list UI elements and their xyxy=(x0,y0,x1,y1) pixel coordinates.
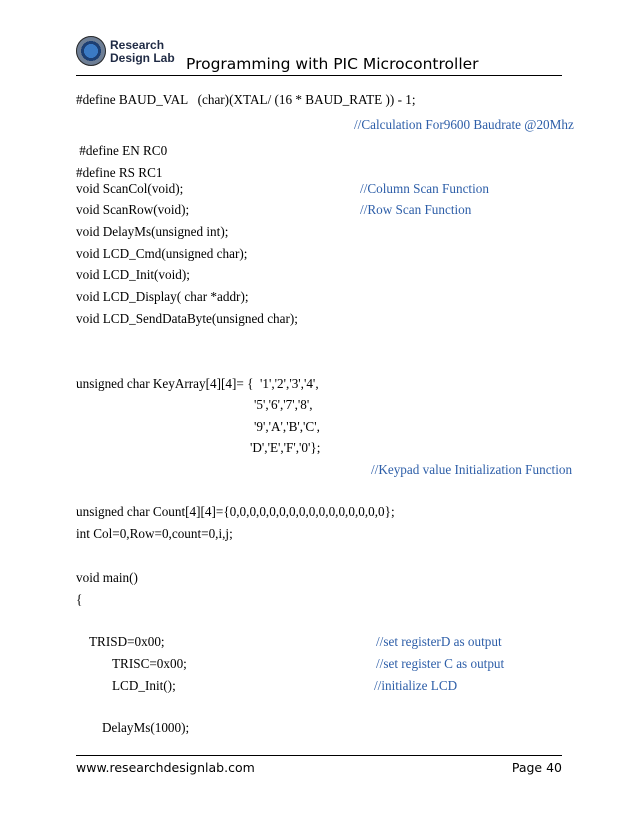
code-line: #define EN RC0 xyxy=(76,143,168,158)
code-comment: //initialize LCD xyxy=(374,678,458,693)
logo-text xyxy=(110,39,175,65)
code-line: void ScanCol(void); xyxy=(76,181,184,196)
logo-line-2: Design Lab xyxy=(110,51,175,65)
code-line: void LCD_Display( char *addr); xyxy=(76,289,249,304)
code-line: TRISC=0x00; xyxy=(112,656,187,671)
code-line: #define BAUD_VAL (char)(XTAL/ (16 * BAUD_RATE )) - 1; xyxy=(76,92,416,107)
code-comment: //Column Scan Function xyxy=(360,181,489,196)
code-line: '9','A','B','C', xyxy=(254,419,320,434)
code-comment: //Row Scan Function xyxy=(360,202,472,217)
code-line: void LCD_SendDataByte(unsigned char); xyxy=(76,311,298,326)
code-line: #define RS RC1 xyxy=(76,165,163,180)
research-design-lab-logo-icon xyxy=(76,36,106,66)
header-title: Programming with PIC Microcontroller xyxy=(186,55,479,73)
code-comment: //set register C as output xyxy=(376,656,505,671)
code-line: unsigned char Count[4][4]={0,0,0,0,0,0,0,0,0,0,0,0,0,0,0,0}; xyxy=(76,504,395,519)
code-line: void LCD_Init(void); xyxy=(76,267,190,282)
code-line: { xyxy=(76,592,83,607)
footer-divider xyxy=(76,755,562,756)
code-line: void ScanRow(void); xyxy=(76,202,190,217)
code-line: 'D','E','F','0'}; xyxy=(250,440,321,455)
code-line: DelayMs(1000); xyxy=(102,720,190,735)
logo-line-1: Research xyxy=(110,38,165,52)
code-line: unsigned char KeyArray[4][4]= { '1','2','3','4', xyxy=(76,376,319,391)
code-line: '5','6','7','8', xyxy=(254,397,313,412)
code-comment: //Calculation For9600 Baudrate @20Mhz xyxy=(354,117,574,132)
footer-page-number: Page 40 xyxy=(511,760,562,775)
code-line: void main() xyxy=(76,570,138,585)
code-line: LCD_Init(); xyxy=(112,678,176,693)
footer-website: www.researchdesignlab.com xyxy=(76,760,255,775)
header-divider xyxy=(76,75,562,76)
code-line: void DelayMs(unsigned int); xyxy=(76,224,229,239)
code-comment: //Keypad value Initialization Function xyxy=(371,462,573,477)
code-line: int Col=0,Row=0,count=0,i,j; xyxy=(76,526,233,541)
code-comment: //set registerD as output xyxy=(376,634,502,649)
code-line: TRISD=0x00; xyxy=(89,634,165,649)
code-line: void LCD_Cmd(unsigned char); xyxy=(76,246,248,261)
